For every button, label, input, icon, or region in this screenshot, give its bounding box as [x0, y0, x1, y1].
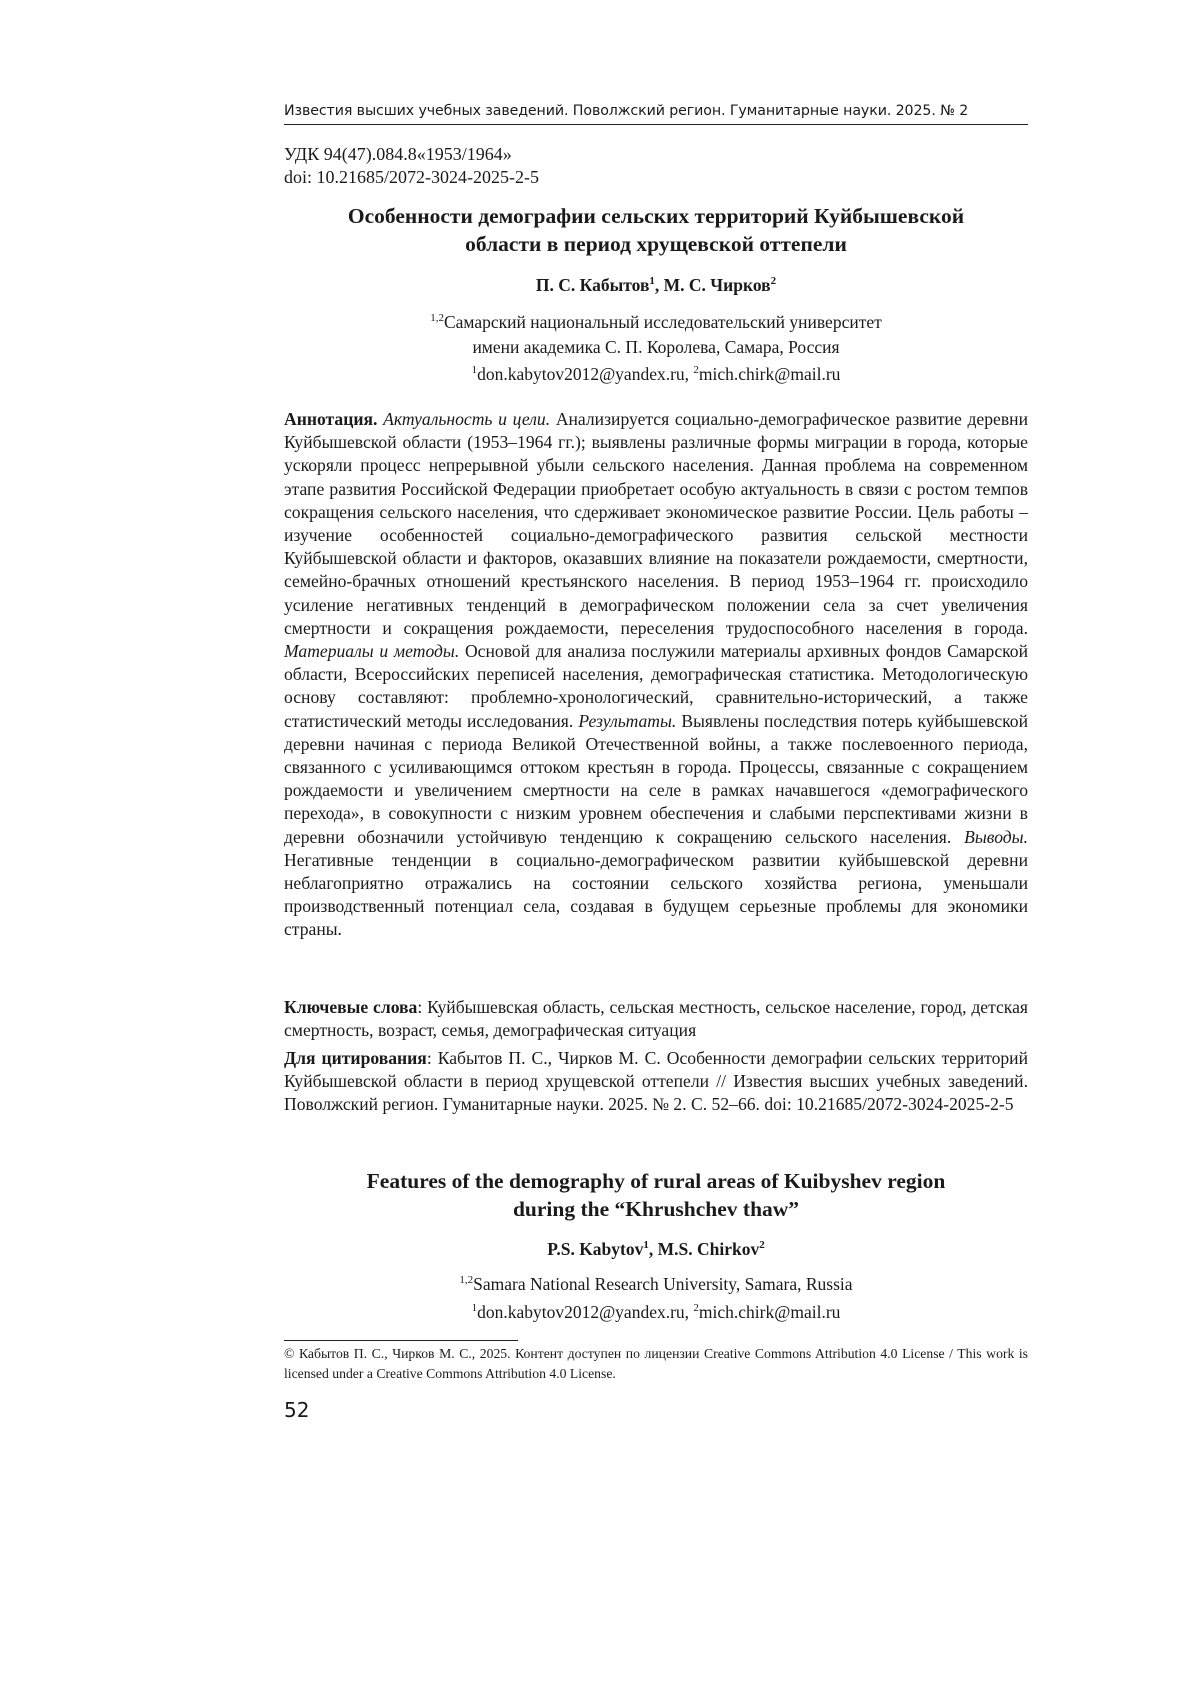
ru-affiliation-sup: 1,2: [430, 312, 444, 324]
ru-affiliation-text-1: Самарский национальный исследовательский университет: [443, 311, 882, 332]
abstract-conclusions-text: Негативные тенденции в социально-демографическом развитии куйбышевской деревни неблагоприятно отражались на состоянии сельского хозяйства региона, уменьшали производственный потенциал села, создавая в будущем серьезные проблемы для экономики страны.: [284, 849, 1028, 940]
en-email-1[interactable]: don.kabytov2012@yandex.ru,: [477, 1301, 694, 1322]
en-emails: [284, 1296, 1028, 1325]
en-authors: [284, 1234, 1028, 1260]
abstract-methods-label: Материалы и методы.: [284, 641, 460, 662]
license-footnote: © Кабытов П. С., Чирков М. С., 2025. Контент доступен по лицензии Creative Commons Attribution 4.0 License / This work is licensed under a Creative Commons Attribution 4.0 License.: [284, 1346, 1028, 1381]
abstract-results-label: Результаты.: [578, 710, 677, 731]
en-email-2-sup: 2: [693, 1302, 699, 1314]
ru-affiliation-line-2: имени академика С. П. Королева, Самара, Россия: [472, 336, 840, 357]
en-email-2[interactable]: mich.chirk@mail.ru: [698, 1301, 841, 1322]
ru-author-2-sup: 2: [770, 275, 777, 287]
ru-author-1-sup: 1: [649, 275, 655, 287]
ru-author-2: М. С. Чирков: [663, 274, 771, 295]
abstract-conclusions-label: Выводы.: [964, 826, 1028, 847]
ru-email-1-sup: 1: [471, 364, 478, 376]
ru-author-1: П. С. Кабытов: [535, 274, 650, 295]
en-author-2: M.S. Chirkov: [657, 1238, 760, 1259]
en-affiliation-sup: 1,2: [459, 1274, 474, 1286]
ru-affiliation: [284, 306, 1028, 360]
en-author-1-sup: 1: [643, 1239, 649, 1251]
running-header: Известия высших учебных заведений. Поволжский регион. Гуманитарные науки. 2025. № 2: [284, 103, 1028, 125]
en-affiliation-text: Samara National Research University, Samara, Russia: [473, 1273, 853, 1294]
page-number: 52: [284, 1398, 310, 1422]
abstract-results-text: Выявлены последствия потерь куйбышевской деревни начиная с периода Великой Отечественной войны, а также послевоенного периода, связанного с усиливающимся оттоком крестьян в города. Процессы, связанные с сокращением рождаемости и увеличением смертности на селе в рамках начавшегося «демографического перехода», в совокупности с низким уровнем обеспечения и слабыми перспективами жизни в деревни обозначили устойчивую тенденцию к сокращению сельского населения.: [284, 710, 1028, 847]
ru-author-separator: ,: [654, 274, 664, 295]
abstract: [284, 408, 1028, 942]
ru-title-line-2: области в период хрущевской оттепели: [465, 232, 847, 256]
abstract-relevance-label: Актуальность и цели.: [383, 409, 551, 429]
keywords: [284, 996, 1028, 1042]
ru-authors: [284, 270, 1028, 296]
udc-line: УДК 94(47).084.8«1953/1964»: [284, 144, 512, 164]
keywords-label: Ключевые слова: [284, 997, 418, 1017]
ru-title: [284, 202, 1028, 258]
en-email-1-sup: 1: [471, 1302, 478, 1314]
ru-email-1[interactable]: don.kabytov2012@yandex.ru,: [477, 363, 694, 384]
citation: [284, 1047, 1028, 1117]
citation-text: : Кабытов П. С., Чирков М. С. Особенности демографии сельских территорий Куйбышевской области в период хрущевской оттепели // Известия высших учебных заведений. Поволжский регион. Гуманитарные науки. 2025. № 2. С. 52–66. doi: 10.21685/2072-3024-2025-2-5: [284, 1048, 1028, 1115]
en-title-line-2: during the “Khrushchev thaw”: [512, 1197, 800, 1221]
en-title-line-1: Features of the demography of rural areas of Kuibyshev region: [366, 1169, 946, 1193]
doi-line: doi: 10.21685/2072-3024-2025-2-5: [284, 167, 539, 187]
abstract-methods-text: Основой для анализа послужили материалы архивных фондов Самарской области, Всероссийских переписей населения, демографическая статистика. Методологическую основу составляют: проблемно-хронологический, сравнительно-исторический, а также статистический методы исследования.: [284, 641, 1028, 731]
abstract-relevance-text: Анализируется социально-демографическое развитие деревни Куйбышевской области (1953–1964 гг.); выявлены различные формы миграции в города, которые ускоряли процесс непрерывной убыли сельского населения. Данная проблема на современном этапе развития Российской Федерации приобретает особую актуальность в связи с ростом темпов сокращения сельского населения, что сдерживает экономическое развитие России. Цель работы – изучение особенностей социально-демографического развития сельской местности Куйбышевской области и факторов, оказавших влияние на показатели рождаемости, смертности, семейно-брачных отношений крестьянского населения. В период 1953–1964 гг. происходило усиление негативных тенденций в демографическом положении села за счет увеличения смертности и сокращения рождаемости, переселения трудоспособного населения в города.: [284, 409, 1028, 638]
ru-email-2[interactable]: mich.chirk@mail.ru: [698, 363, 841, 384]
en-title: [284, 1167, 1028, 1223]
en-author-separator: ,: [648, 1238, 658, 1259]
ru-title-line-1: Особенности демографии сельских территорий Куйбышевской: [347, 204, 965, 228]
abstract-label: Аннотация.: [284, 409, 378, 429]
en-author-2-sup: 2: [759, 1239, 765, 1251]
ru-affiliation-line-1: [284, 306, 1028, 335]
en-author-1: P.S. Kabytov: [547, 1238, 644, 1259]
ru-emails: [284, 358, 1028, 387]
en-affiliation: [284, 1268, 1028, 1297]
ru-email-2-sup: 2: [693, 364, 699, 376]
keywords-text: : Куйбышевская область, сельская местность, сельское население, город, детская смертность, возраст, семья, демографическая ситуация: [284, 997, 1028, 1041]
footnote-divider: [284, 1340, 518, 1341]
citation-label: Для цитирования: [284, 1048, 427, 1068]
